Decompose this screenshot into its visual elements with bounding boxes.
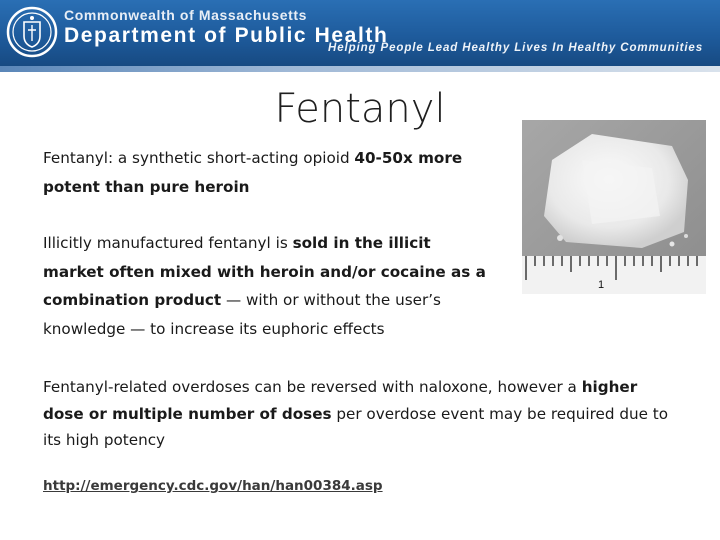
paragraph-emphasis: higher dose or multiple number of doses xyxy=(43,378,638,423)
paragraph-text: Fentanyl: a synthetic short-acting opioid xyxy=(43,149,355,167)
org-name-line2: Department of Public Health xyxy=(64,24,389,47)
banner-accent-strip xyxy=(0,66,720,72)
paragraph-emphasis: 40-50x more potent than pure heroin xyxy=(43,149,463,196)
paragraph-definition xyxy=(43,144,493,201)
paragraph-emphasis: sold in the illicit market often mixed with heroin and/or cocaine as a combination product xyxy=(43,234,486,309)
paragraph-text: Illicitly manufactured fentanyl is xyxy=(43,234,293,252)
paragraph-illicit-market xyxy=(43,229,493,343)
state-seal-icon xyxy=(6,6,58,58)
fentanyl-powder-photo xyxy=(522,120,706,294)
cdc-reference-link[interactable]: http://emergency.cdc.gov/han/han00384.asp xyxy=(43,478,383,494)
ruler-label: 1 xyxy=(598,279,605,291)
org-name-line1: Commonwealth of Massachusetts xyxy=(64,7,307,23)
paragraph-overdose-reversal xyxy=(43,374,683,454)
slide-title: Fentanyl xyxy=(274,86,446,132)
header-banner xyxy=(0,0,720,80)
powder-photo-image xyxy=(522,120,706,294)
paragraph-text: — with or without the user’s knowledge — to increase its euphoric effects xyxy=(43,291,441,338)
header-tagline: Helping People Lead Healthy Lives In Healthy Communities xyxy=(328,42,704,54)
paragraph-text: Fentanyl-related overdoses can be reversed with naloxone, however a xyxy=(43,378,582,396)
paragraph-text: per overdose event may be required due to its high potency xyxy=(43,404,669,449)
